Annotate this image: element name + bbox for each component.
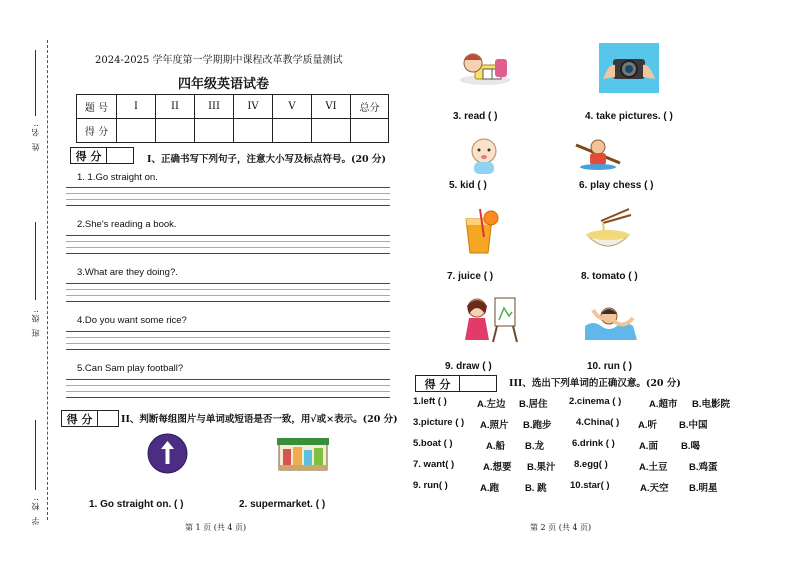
option-b[interactable]: B.中国 bbox=[679, 420, 708, 431]
option-b[interactable]: B.明星 bbox=[689, 483, 718, 494]
paper-title: 四年级英语试卷 bbox=[178, 77, 270, 92]
item-4-label: 4. take pictures. ( ) bbox=[585, 111, 673, 122]
option-b[interactable]: B.鸡蛋 bbox=[689, 462, 718, 473]
school-blank[interactable] bbox=[35, 420, 36, 490]
section2-scorebox bbox=[61, 410, 119, 427]
question[interactable]: 7. want( ) bbox=[413, 459, 455, 470]
sentence-3: 3.What are they doing?. bbox=[77, 267, 178, 278]
option-b[interactable]: B.居住 bbox=[519, 399, 548, 410]
score-label: 得 分 bbox=[62, 411, 98, 426]
section1-title: I、正确书写下列句子，注意大小写及标点符号。(20 分) bbox=[147, 154, 386, 165]
sentence-4: 4.Do you want some rice? bbox=[77, 315, 187, 326]
item-3-label: 3. read ( ) bbox=[453, 111, 498, 122]
rowing-kid-icon bbox=[574, 137, 622, 171]
answer-blank[interactable]: ( ) bbox=[482, 361, 492, 372]
score-label: 得 分 bbox=[71, 148, 107, 163]
item-10-label: 10. run ( ) bbox=[587, 361, 633, 372]
score-table-header: VI bbox=[312, 95, 351, 119]
binding-line bbox=[47, 40, 48, 520]
supermarket-icon bbox=[277, 438, 329, 472]
answer-blank[interactable]: ( ) bbox=[477, 180, 487, 191]
option-b[interactable]: B. 跳 bbox=[525, 483, 547, 494]
score-cell[interactable] bbox=[312, 119, 351, 143]
score-table-header: 总分 bbox=[351, 95, 389, 119]
answer-blank[interactable]: ( ) bbox=[628, 271, 638, 282]
option-b[interactable]: B.电影院 bbox=[692, 399, 731, 410]
question[interactable]: 6.drink ( ) bbox=[572, 438, 615, 449]
name-label: 姓 名: bbox=[31, 122, 40, 152]
score-table-row-label: 得 分 bbox=[77, 119, 117, 143]
answer-blank[interactable]: ( ) bbox=[622, 361, 633, 372]
option-b[interactable]: B.喝 bbox=[681, 441, 701, 452]
section3-scorebox bbox=[415, 375, 497, 392]
section3-title: III、选出下列单词的正确汉意。(20 分) bbox=[509, 378, 681, 389]
swimming-kid-icon bbox=[583, 296, 639, 342]
answer-blank[interactable]: ( ) bbox=[315, 499, 326, 510]
score-table-header: IV bbox=[234, 95, 273, 119]
question[interactable]: 3.picture ( ) bbox=[413, 417, 465, 428]
writing-lines[interactable] bbox=[66, 283, 390, 307]
score-cell[interactable] bbox=[156, 119, 195, 143]
option-a[interactable]: A.想要 bbox=[483, 462, 512, 473]
option-b[interactable]: B.果汁 bbox=[527, 462, 556, 473]
answer-blank[interactable]: ( ) bbox=[174, 499, 184, 510]
score-cell[interactable] bbox=[117, 119, 156, 143]
option-a[interactable]: A.跑 bbox=[480, 483, 500, 494]
score-cell[interactable] bbox=[273, 119, 312, 143]
score-cell[interactable] bbox=[234, 119, 273, 143]
item-1-label: 1. Go straight on. ( ) bbox=[89, 499, 184, 510]
option-a[interactable]: A.照片 bbox=[480, 420, 509, 431]
score-cell[interactable] bbox=[195, 119, 234, 143]
class-blank[interactable] bbox=[35, 222, 36, 300]
question[interactable]: 10.star( ) bbox=[570, 480, 610, 491]
page-footer-left: 第 1 页 (共 4 页) bbox=[185, 523, 247, 532]
answer-blank[interactable]: ( ) bbox=[663, 111, 673, 122]
writing-lines[interactable] bbox=[66, 235, 390, 259]
item-5-label: 5. kid ( ) bbox=[449, 180, 487, 191]
noodle-bowl-icon bbox=[583, 207, 633, 253]
question[interactable]: 9. run( ) bbox=[413, 480, 448, 491]
option-a[interactable]: A.听 bbox=[638, 420, 658, 431]
score-label: 得 分 bbox=[416, 376, 460, 391]
score-table-header: V bbox=[273, 95, 312, 119]
sentence-1: 1. 1.Go straight on. bbox=[77, 172, 158, 183]
question[interactable]: 8.egg( ) bbox=[574, 459, 608, 470]
up-arrow-sign-icon bbox=[147, 433, 188, 474]
option-a[interactable]: A.左边 bbox=[477, 399, 506, 410]
option-a[interactable]: A.天空 bbox=[640, 483, 669, 494]
option-a[interactable]: A.土豆 bbox=[639, 462, 668, 473]
camera-hands-icon bbox=[599, 43, 659, 93]
answer-blank[interactable]: ( ) bbox=[483, 271, 494, 282]
item-9-label: 9. draw ( ) bbox=[445, 361, 492, 372]
score-cell[interactable] bbox=[351, 119, 389, 143]
writing-lines[interactable] bbox=[66, 331, 390, 355]
name-blank[interactable] bbox=[35, 50, 36, 116]
score-table-header: I bbox=[117, 95, 156, 119]
baby-icon bbox=[467, 137, 501, 175]
score-input[interactable] bbox=[460, 376, 496, 391]
option-a[interactable]: A.超市 bbox=[649, 399, 678, 410]
score-input[interactable] bbox=[107, 148, 133, 163]
sentence-5: 5.Can Sam play football? bbox=[77, 363, 184, 374]
school-label: 学 校: bbox=[31, 496, 40, 526]
juice-glass-icon bbox=[460, 207, 500, 255]
page-footer-right: 第 2 页 (共 4 页) bbox=[530, 523, 592, 532]
score-table bbox=[76, 94, 389, 143]
item-6-label: 6. play chess ( ) bbox=[579, 180, 654, 191]
answer-blank[interactable]: ( ) bbox=[644, 180, 654, 191]
answer-blank[interactable]: ( ) bbox=[488, 111, 498, 122]
item-7-label: 7. juice ( ) bbox=[447, 271, 494, 282]
option-b[interactable]: B.龙 bbox=[525, 441, 545, 452]
exam-line: 2024-2025 学年度第一学期期中课程改革教学质量测试 bbox=[95, 55, 343, 66]
sentence-2: 2.She's reading a book. bbox=[77, 219, 177, 230]
option-a[interactable]: A.船 bbox=[486, 441, 506, 452]
question[interactable]: 1.left ( ) bbox=[413, 396, 447, 407]
reading-girl-icon bbox=[457, 47, 513, 87]
question[interactable]: 5.boat ( ) bbox=[413, 438, 453, 449]
score-input[interactable] bbox=[98, 411, 118, 426]
score-table-header: III bbox=[195, 95, 234, 119]
question[interactable]: 2.cinema ( ) bbox=[569, 396, 622, 407]
item-2-label: 2. supermarket. ( ) bbox=[239, 499, 326, 510]
question[interactable]: 4.China( ) bbox=[576, 417, 620, 428]
writing-lines[interactable] bbox=[66, 379, 390, 403]
score-table-header: 题 号 bbox=[77, 95, 117, 119]
class-label: 班 级: bbox=[31, 308, 40, 338]
option-a[interactable]: A.面 bbox=[639, 441, 659, 452]
item-8-label: 8. tomato ( ) bbox=[581, 271, 638, 282]
option-b[interactable]: B.跑步 bbox=[523, 420, 552, 431]
score-table-header: II bbox=[156, 95, 195, 119]
drawing-girl-icon bbox=[459, 294, 519, 344]
section2-title: II、判断每组图片与单词或短语是否一致，用√或×表示。(20 分) bbox=[121, 414, 398, 425]
writing-lines[interactable] bbox=[66, 187, 390, 211]
section1-scorebox bbox=[70, 147, 134, 164]
